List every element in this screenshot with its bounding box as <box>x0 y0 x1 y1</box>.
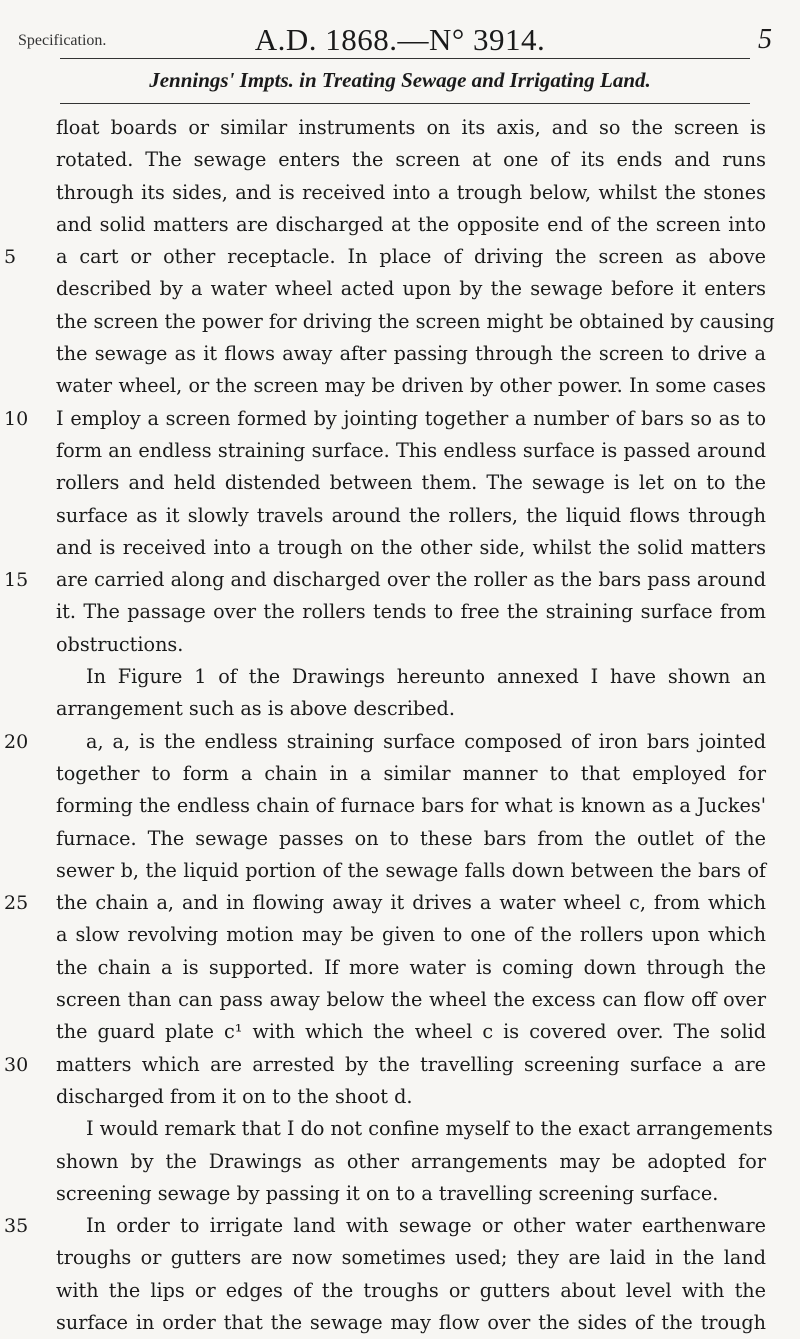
text-line <box>56 984 766 1016</box>
line-number: 15 <box>4 569 29 592</box>
text-line <box>56 500 766 532</box>
line-text: forming the endless chain of furnace bars for what is known as a Juckes' <box>56 794 766 818</box>
body-text <box>4 112 775 1339</box>
text-line <box>4 1049 766 1081</box>
line-text: form an endless straining surface. This endless surface is passed around <box>56 438 766 462</box>
line-text: described by a water wheel acted upon by the sewage before it enters <box>56 277 766 301</box>
line-text: obstructions. <box>56 632 184 656</box>
text-line <box>56 1307 766 1339</box>
text-line <box>56 209 766 241</box>
text-line <box>4 726 766 758</box>
text-line <box>56 467 766 499</box>
text-line <box>4 1210 766 1242</box>
line-number: 30 <box>4 1053 29 1076</box>
line-text: and solid matters are discharged at the opposite end of the screen into <box>56 212 766 236</box>
text-line <box>56 823 766 855</box>
line-text: the chain a, and in flowing away it drives a water wheel c, from which <box>56 891 766 915</box>
line-text: sewer b, the liquid portion of the sewage falls down between the bars of <box>56 858 766 882</box>
line-number: 20 <box>4 730 29 753</box>
page-number: 5 <box>758 24 772 55</box>
text-line <box>56 112 766 144</box>
text-line <box>56 370 766 402</box>
line-text: it. The passage over the rollers tends to free the straining surface from <box>56 600 766 624</box>
line-number: 25 <box>4 892 29 915</box>
line-text: troughs or gutters are now sometimes used; they are laid in the land <box>56 1246 766 1270</box>
page-header <box>0 14 800 57</box>
line-text: a, a, is the endless straining surface composed of iron bars jointed <box>86 729 766 753</box>
line-text: I would remark that I do not confine myself to the exact arrangements <box>86 1117 773 1141</box>
text-line <box>56 629 766 661</box>
text-line <box>4 241 766 273</box>
text-line <box>56 1081 766 1113</box>
line-text: and is received into a trough on the other side, whilst the solid matters <box>56 535 766 559</box>
line-text: through its sides, and is received into a trough below, whilst the stones <box>56 180 766 204</box>
line-text: discharged from it on to the shoot d. <box>56 1084 413 1108</box>
text-line <box>56 1146 766 1178</box>
text-line <box>56 661 766 693</box>
line-text: matters which are arrested by the travelling screening surface a are <box>56 1052 766 1076</box>
line-text: the screen the power for driving the screen might be obtained by causing <box>56 309 775 333</box>
line-text: the sewage as it flows away after passing through the screen to drive a <box>56 342 766 366</box>
text-line <box>56 790 766 822</box>
line-text: a cart or other receptacle. In place of driving the screen as above <box>56 245 766 269</box>
header-section-label: Specification. <box>18 32 107 49</box>
line-text: a slow revolving motion may be given to one of the rollers upon which <box>56 923 766 947</box>
text-line <box>56 1178 766 1210</box>
line-text: screening sewage by passing it on to a travelling screening surface. <box>56 1181 719 1205</box>
text-line <box>56 919 766 951</box>
line-text: surface as it slowly travels around the rollers, the liquid flows through <box>56 503 766 527</box>
text-line <box>56 338 766 370</box>
text-line <box>56 1016 766 1048</box>
line-text: furnace. The sewage passes on to these bars from the outlet of the <box>56 826 766 850</box>
text-line <box>56 693 766 725</box>
line-text: In Figure 1 of the Drawings hereunto annexed I have shown an <box>86 665 766 689</box>
line-text: arrangement such as is above described. <box>56 697 455 721</box>
text-line <box>56 855 766 887</box>
line-text: are carried along and discharged over the roller as the bars pass around <box>56 568 766 592</box>
text-line <box>56 952 766 984</box>
text-line <box>56 758 766 790</box>
text-line <box>56 532 766 564</box>
line-text: with the lips or edges of the troughs or gutters about level with the <box>56 1278 766 1302</box>
line-text: surface in order that the sewage may flow over the sides of the trough <box>56 1310 766 1334</box>
line-text: In order to irrigate land with sewage or other water earthenware <box>86 1214 766 1238</box>
text-line <box>56 144 766 176</box>
line-number: 5 <box>4 246 17 269</box>
line-text: I employ a screen formed by jointing together a number of bars so as to <box>56 406 766 430</box>
text-line <box>56 435 766 467</box>
text-line <box>56 306 775 338</box>
text-line <box>4 887 766 919</box>
header-rule-bottom <box>60 103 750 104</box>
text-line <box>4 403 766 435</box>
line-text: the chain a is supported. If more water is coming down through the <box>56 955 766 979</box>
running-subtitle: Jennings' Impts. in Treating Sewage and Irrigating Land. <box>149 68 651 92</box>
line-text: together to form a chain in a similar manner to that employed for <box>56 761 766 785</box>
line-text: water wheel, or the screen may be driven by other power. In some cases <box>56 374 766 398</box>
line-text: the guard plate c¹ with which the wheel c is covered over. The solid <box>56 1020 766 1044</box>
text-line <box>56 596 766 628</box>
text-line <box>56 177 766 209</box>
line-text: shown by the Drawings as other arrangements may be adopted for <box>56 1149 766 1173</box>
header-rule-top <box>60 58 750 59</box>
text-line <box>56 1113 773 1145</box>
line-text: screen than can pass away below the wheel the excess can flow off over <box>56 988 766 1012</box>
line-text: float boards or similar instruments on its axis, and so the screen is <box>56 116 766 139</box>
line-number: 10 <box>4 407 29 430</box>
text-line <box>56 1242 766 1274</box>
line-text: rollers and held distended between them. The sewage is let on to the <box>56 471 766 495</box>
line-text: rotated. The sewage enters the screen at one of its ends and runs <box>56 148 766 172</box>
text-line <box>4 564 766 596</box>
line-number: 35 <box>4 1215 29 1238</box>
text-line <box>56 273 766 305</box>
header-title: A.D. 1868.—N° 3914. <box>254 22 546 57</box>
text-line <box>56 1275 766 1307</box>
